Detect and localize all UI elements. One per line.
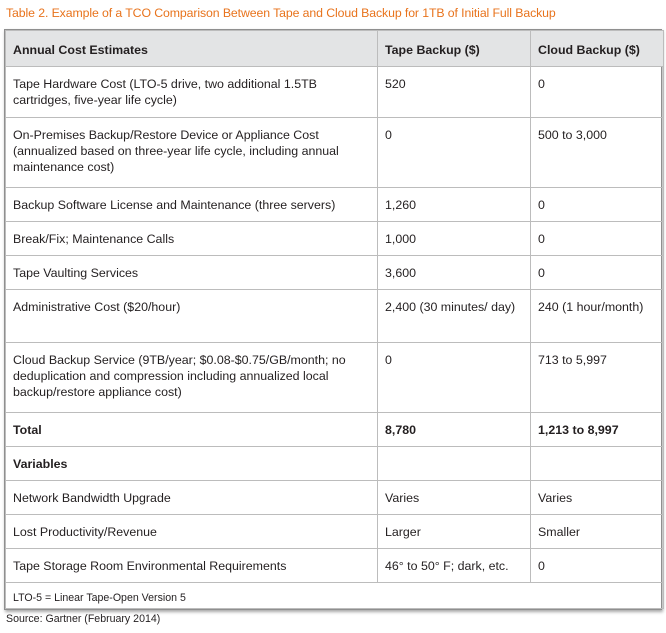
header-annual-cost-estimates: Annual Cost Estimates	[6, 31, 378, 67]
total-label: Total	[6, 413, 378, 447]
tco-comparison-table	[5, 30, 664, 609]
tape-value: 46° to 50° F; dark, etc.	[378, 549, 531, 583]
table-row	[6, 118, 664, 188]
footnote: LTO-5 = Linear Tape-Open Version 5	[6, 583, 664, 609]
cloud-value: 0	[531, 256, 664, 290]
empty-cell	[378, 447, 531, 481]
row-label: Network Bandwidth Upgrade	[6, 481, 378, 515]
row-label: On-Premises Backup/Restore Device or Appliance Cost (annualized based on three-year life cycle, including annual maintenance cost)	[6, 118, 378, 188]
row-label: Administrative Cost ($20/hour)	[6, 290, 378, 343]
row-label: Cloud Backup Service (9TB/year; $0.08-$0.75/GB/month; no deduplication and compression including annualized local backup/restore appliance cost)	[6, 343, 378, 413]
variables-label: Variables	[6, 447, 378, 481]
tape-value: 0	[378, 118, 531, 188]
tape-value: 520	[378, 67, 531, 118]
tape-value: Larger	[378, 515, 531, 549]
total-cloud-value: 1,213 to 8,997	[531, 413, 664, 447]
total-tape-value: 8,780	[378, 413, 531, 447]
tape-value: 1,000	[378, 222, 531, 256]
table-row	[6, 481, 664, 515]
table-title: Table 2. Example of a TCO Comparison Between Tape and Cloud Backup for 1TB of Initial Full Backup	[6, 6, 556, 20]
tape-value: 3,600	[378, 256, 531, 290]
header-tape-backup: Tape Backup ($)	[378, 31, 531, 67]
row-label: Tape Vaulting Services	[6, 256, 378, 290]
row-label: Backup Software License and Maintenance (three servers)	[6, 188, 378, 222]
row-label: Tape Storage Room Environmental Requirements	[6, 549, 378, 583]
cloud-value: 240 (1 hour/month)	[531, 290, 664, 343]
cloud-value: Smaller	[531, 515, 664, 549]
header-cloud-backup: Cloud Backup ($)	[531, 31, 664, 67]
table-row	[6, 222, 664, 256]
row-label: Break/Fix; Maintenance Calls	[6, 222, 378, 256]
cloud-value: 500 to 3,000	[531, 118, 664, 188]
tape-value: 0	[378, 343, 531, 413]
variables-section-row	[6, 447, 664, 481]
source-note: Source: Gartner (February 2014)	[6, 613, 161, 625]
header-row	[6, 31, 664, 67]
table-row	[6, 256, 664, 290]
row-label: Tape Hardware Cost (LTO-5 drive, two additional 1.5TB cartridges, five-year life cycle)	[6, 67, 378, 118]
cloud-value: 0	[531, 67, 664, 118]
empty-cell	[531, 447, 664, 481]
footnote-row	[6, 583, 664, 609]
tape-value: Varies	[378, 481, 531, 515]
table-row	[6, 67, 664, 118]
row-label: Lost Productivity/Revenue	[6, 515, 378, 549]
cloud-value: 0	[531, 549, 664, 583]
total-row	[6, 413, 664, 447]
cloud-value: 0	[531, 188, 664, 222]
table-row	[6, 188, 664, 222]
table-row	[6, 343, 664, 413]
tape-value: 2,400 (30 minutes/ day)	[378, 290, 531, 343]
table-row	[6, 290, 664, 343]
tco-table-container	[4, 29, 662, 610]
table-row	[6, 549, 664, 583]
cloud-value: Varies	[531, 481, 664, 515]
cloud-value: 713 to 5,997	[531, 343, 664, 413]
tape-value: 1,260	[378, 188, 531, 222]
table-row	[6, 515, 664, 549]
cloud-value: 0	[531, 222, 664, 256]
